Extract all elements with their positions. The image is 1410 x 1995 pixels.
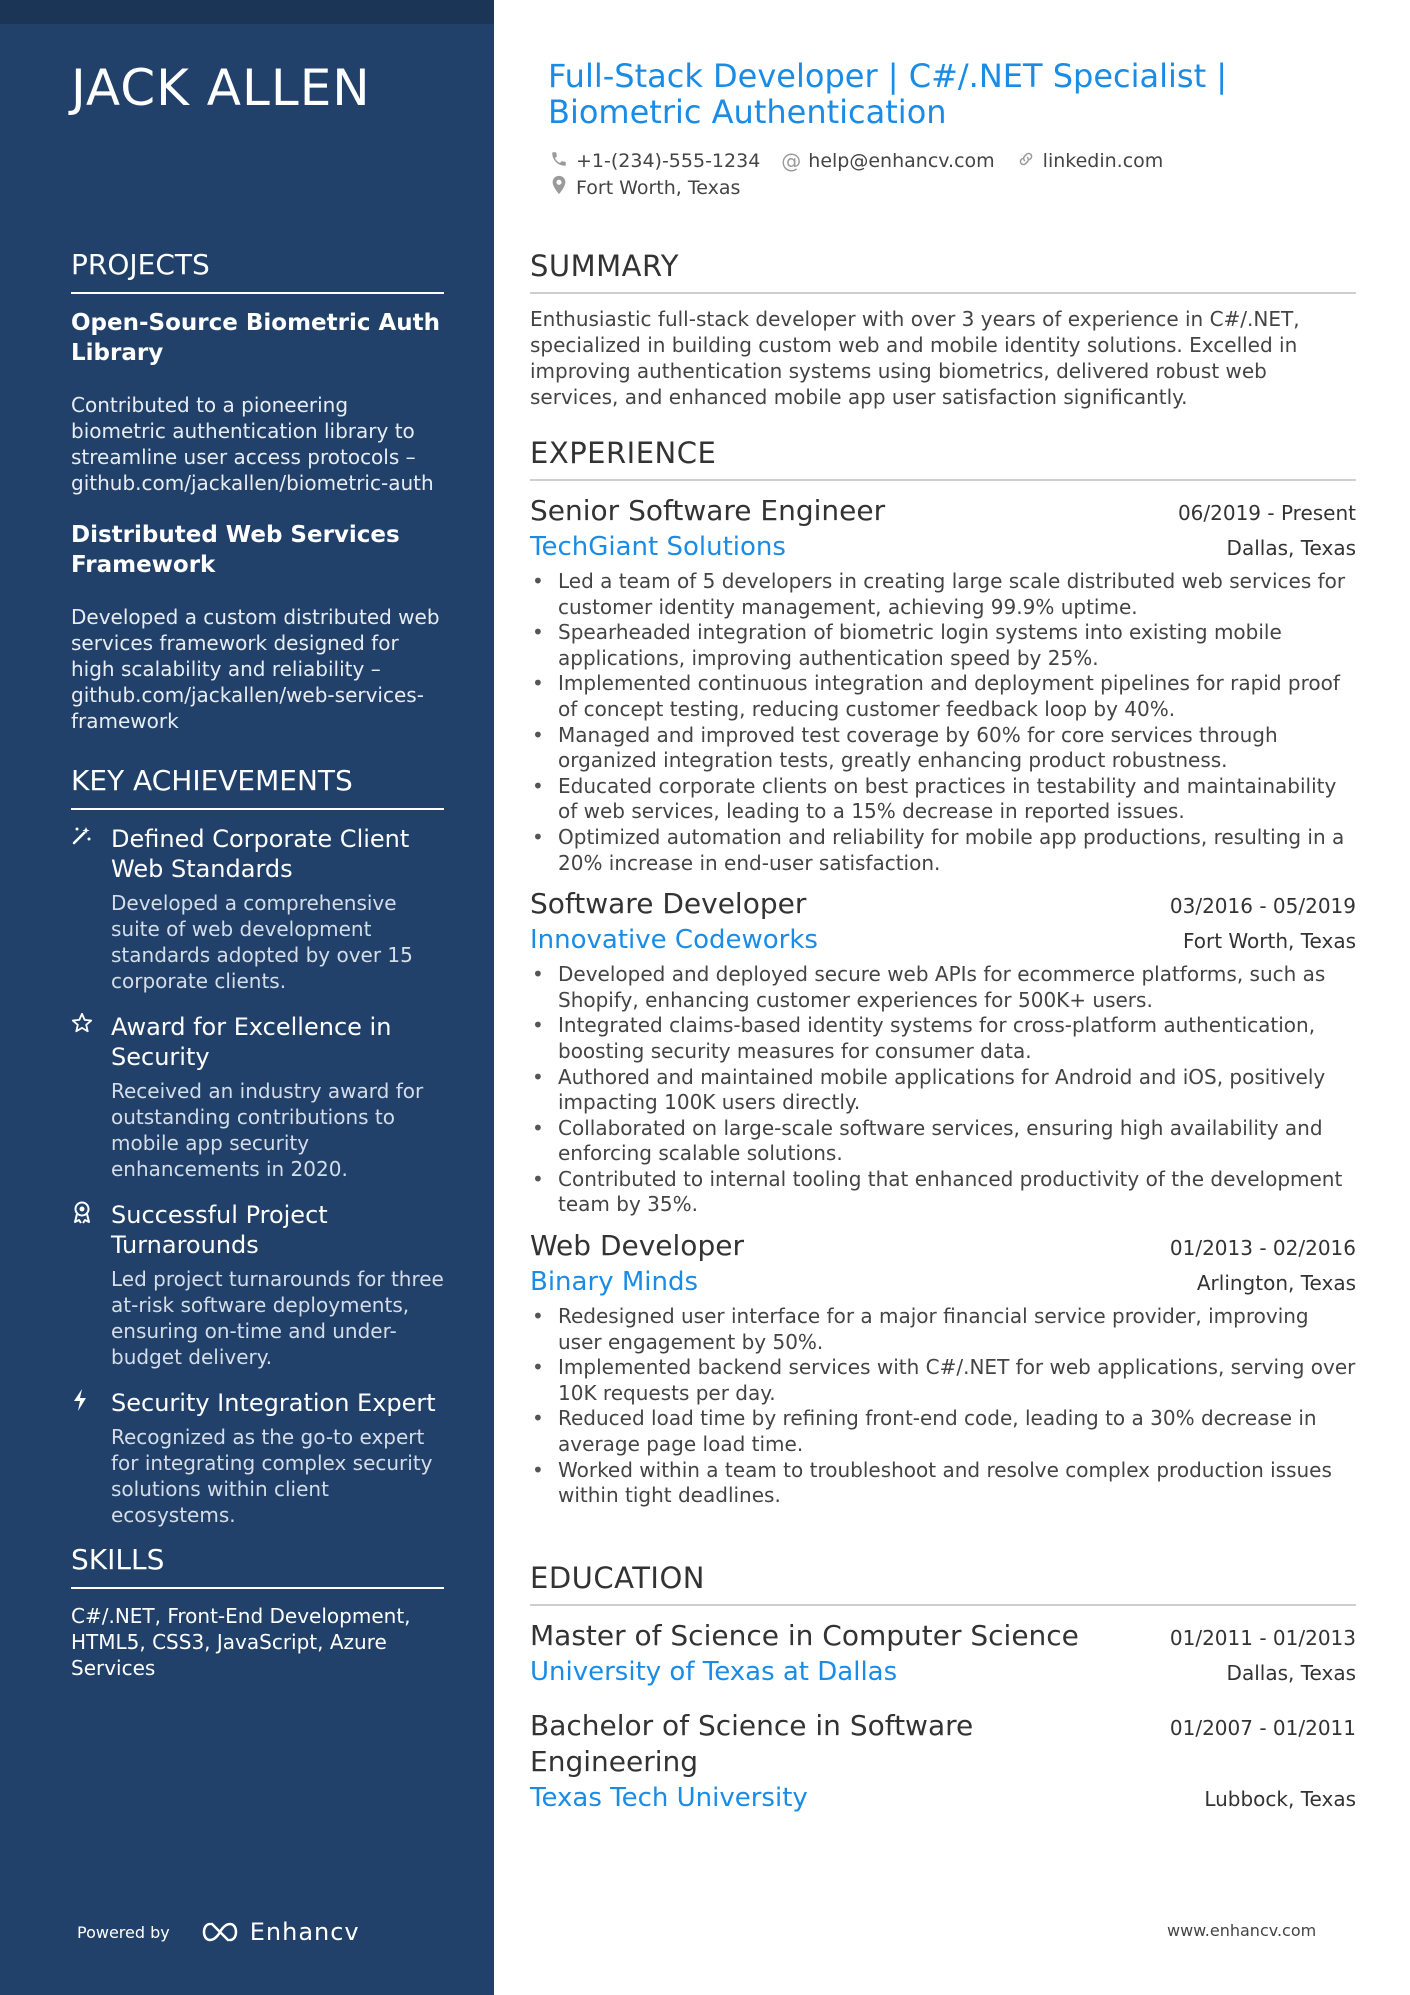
summary-title: SUMMARY <box>530 248 1356 294</box>
at-icon: @ <box>781 149 802 173</box>
achievement-item <box>71 824 444 994</box>
linkedin-contact[interactable] <box>1015 148 1164 175</box>
job-entry <box>530 493 1356 876</box>
location-pin-icon <box>548 175 570 202</box>
list-item: • Integrated claims-based identity systems for cross-platform authentication, boosting security measures for consumer data. <box>530 1013 1356 1064</box>
footer-url[interactable]: www.enhancv.com <box>1167 1921 1317 1940</box>
education-date: 01/2011 - 01/2013 <box>1169 1626 1356 1650</box>
achievement-item <box>71 1012 444 1182</box>
project-item <box>71 308 444 496</box>
skills-list: C#/.NET, Front-End Development, HTML5, CSS3, JavaScript, Azure Services <box>71 1604 411 1680</box>
achievement-title: Security Integration Expert <box>111 1389 436 1417</box>
education-date: 01/2007 - 01/2011 <box>1169 1716 1356 1740</box>
list-item: • Worked within a team to troubleshoot and resolve complex production issues within tight deadlines. <box>530 1458 1356 1509</box>
achievement-title: Award for Excellence in Security <box>111 1013 392 1071</box>
experience-title: EXPERIENCE <box>530 435 1356 481</box>
star-icon <box>71 1012 111 1182</box>
list-item: • Reduced load time by refining front-end code, leading to a 30% decrease in average page load time. <box>530 1406 1356 1457</box>
job-date: 03/2016 - 05/2019 <box>1169 894 1356 919</box>
degree-title: Master of Science in Computer Science <box>530 1619 1079 1652</box>
school-name: Texas Tech University <box>530 1783 808 1813</box>
achievements-section <box>71 764 444 1546</box>
job-date: 01/2013 - 02/2016 <box>1169 1236 1356 1261</box>
achievement-title: Defined Corporate Client Web Standards <box>111 825 410 883</box>
achievement-item <box>71 1200 444 1370</box>
list-item: • Led a team of 5 developers in creating large scale distributed web services for customer identity management, achieving 99.9% uptime. <box>530 569 1356 620</box>
project-item <box>71 520 444 734</box>
location-text: Fort Worth, Texas <box>576 177 741 199</box>
achievement-title: Successful Project Turnarounds <box>111 1201 328 1259</box>
list-item: • Implemented continuous integration and deployment pipelines for rapid proof of concept testing, reducing customer feedback loop by 40%. <box>530 671 1356 722</box>
job-title: Web Developer <box>530 1229 744 1263</box>
achievement-description: Developed a comprehensive suite of web development standards adopted by over 15 corporate clients. <box>111 891 413 993</box>
job-title: Software Developer <box>530 887 807 921</box>
achievement-description: Led project turnarounds for three at-risk software deployments, ensuring on-time and under-budget delivery. <box>111 1267 444 1369</box>
education-entry <box>530 1618 1356 1690</box>
job-title: Senior Software Engineer <box>530 494 886 527</box>
list-item: • Educated corporate clients on best practices in testability and maintainability of web services, leading to a 15% decrease in reported issues. <box>530 774 1356 825</box>
enhancv-logo[interactable] <box>198 1918 360 1946</box>
phone-contact[interactable] <box>548 148 760 175</box>
list-item: • Contributed to internal tooling that enhanced productivity of the development team by 35%. <box>530 1167 1356 1218</box>
job-company: Innovative Codeworks <box>530 925 818 956</box>
school-location: Lubbock, Texas <box>1204 1787 1356 1811</box>
skills-section <box>71 1543 444 1681</box>
linkedin-url: linkedin.com <box>1042 150 1164 172</box>
location-contact <box>548 175 740 202</box>
job-bullets <box>530 962 1356 1218</box>
school-name: University of Texas at Dallas <box>530 1657 898 1687</box>
job-bullets <box>530 1304 1356 1509</box>
job-location: Dallas, Texas <box>1226 536 1356 560</box>
project-title: Open-Source Biometric Auth Library <box>71 310 441 366</box>
lightning-icon <box>71 1388 111 1528</box>
list-item: • Redesigned user interface for a major financial service provider, improving user engagement by 50%. <box>530 1304 1356 1355</box>
list-item: • Managed and improved test coverage by 60% for core services through organized integration tests, greatly enhancing product robustness. <box>530 723 1356 774</box>
phone-icon <box>548 148 570 175</box>
headline: Full-Stack Developer | C#/.NET Specialist | Biometric Authentication <box>548 57 1228 131</box>
job-bullets <box>530 569 1356 876</box>
job-location: Fort Worth, Texas <box>1182 929 1356 954</box>
school-location: Dallas, Texas <box>1226 1661 1356 1685</box>
achievement-description: Received an industry award for outstanding contributions to mobile app security enhancements in 2020. <box>111 1079 424 1181</box>
sidebar-top-bar <box>0 0 494 24</box>
list-item: • Implemented backend services with C#/.NET for web applications, serving over 10K requests per day. <box>530 1355 1356 1406</box>
powered-by <box>77 1918 360 1946</box>
email-address: help@enhancv.com <box>808 150 995 172</box>
award-ribbon-icon <box>71 1200 111 1370</box>
degree-title: Bachelor of Science in Software Engineering <box>530 1709 974 1778</box>
job-entry <box>530 886 1356 1218</box>
phone-number: +1-(234)-555-1234 <box>576 150 761 172</box>
candidate-name: JACK ALLEN <box>71 59 371 117</box>
list-item: • Optimized automation and reliability for mobile app productions, resulting in a 20% increase in end-user satisfaction. <box>530 825 1356 876</box>
list-item: • Developed and deployed secure web APIs for ecommerce platforms, such as Shopify, enhancing customer experiences for 500K+ users. <box>530 962 1356 1013</box>
job-date: 06/2019 - Present <box>1177 501 1356 525</box>
achievement-description: Recognized as the go-to expert for integrating complex security solutions within client ecosystems. <box>111 1425 433 1527</box>
list-item: • Spearheaded integration of biometric login systems into existing mobile applications, improving authentication speed by 25%. <box>530 620 1356 671</box>
achievements-title: KEY ACHIEVEMENTS <box>71 764 444 810</box>
summary-text: Enthusiastic full-stack developer with over 3 years of experience in C#/.NET, specialized in building custom web and mobile identity solutions. Excelled in improving authentication systems using biometrics, delivered robust web services, and enhanced mobile app user satisfaction significantly. <box>530 307 1300 409</box>
job-company: TechGiant Solutions <box>530 532 786 562</box>
link-icon <box>1015 148 1037 175</box>
project-description: Developed a custom distributed web services framework designed for high scalability and reliability – github.com/jackallen/web-services-framework <box>71 605 440 733</box>
project-description: Contributed to a pioneering biometric authentication library to streamline user access protocols – github.com/jackallen/biometric-auth <box>71 393 434 495</box>
education-title: EDUCATION <box>530 1560 1356 1606</box>
enhancv-brand: Enhancv <box>249 1918 360 1946</box>
contact-info <box>548 148 1348 202</box>
summary-section <box>530 248 1356 410</box>
education-entry <box>530 1708 1356 1816</box>
achievement-item <box>71 1388 444 1528</box>
job-entry <box>530 1228 1356 1509</box>
list-item: • Collaborated on large-scale software services, ensuring high availability and enforcing scalable solutions. <box>530 1116 1356 1167</box>
list-item: • Authored and maintained mobile applications for Android and iOS, positively impacting 100K users directly. <box>530 1065 1356 1116</box>
skills-title: SKILLS <box>71 1543 444 1589</box>
project-title: Distributed Web Services Framework <box>71 522 400 578</box>
job-location: Arlington, Texas <box>1196 1271 1356 1296</box>
job-company: Binary Minds <box>530 1267 698 1298</box>
projects-title: PROJECTS <box>71 248 444 294</box>
experience-section <box>530 435 1356 1519</box>
email-contact[interactable] <box>780 148 994 175</box>
powered-by-label: Powered by <box>77 1922 170 1942</box>
projects-section <box>71 248 444 758</box>
education-section <box>530 1560 1356 1834</box>
enhancv-logo-icon <box>198 1920 242 1944</box>
magic-wand-icon <box>71 824 111 994</box>
